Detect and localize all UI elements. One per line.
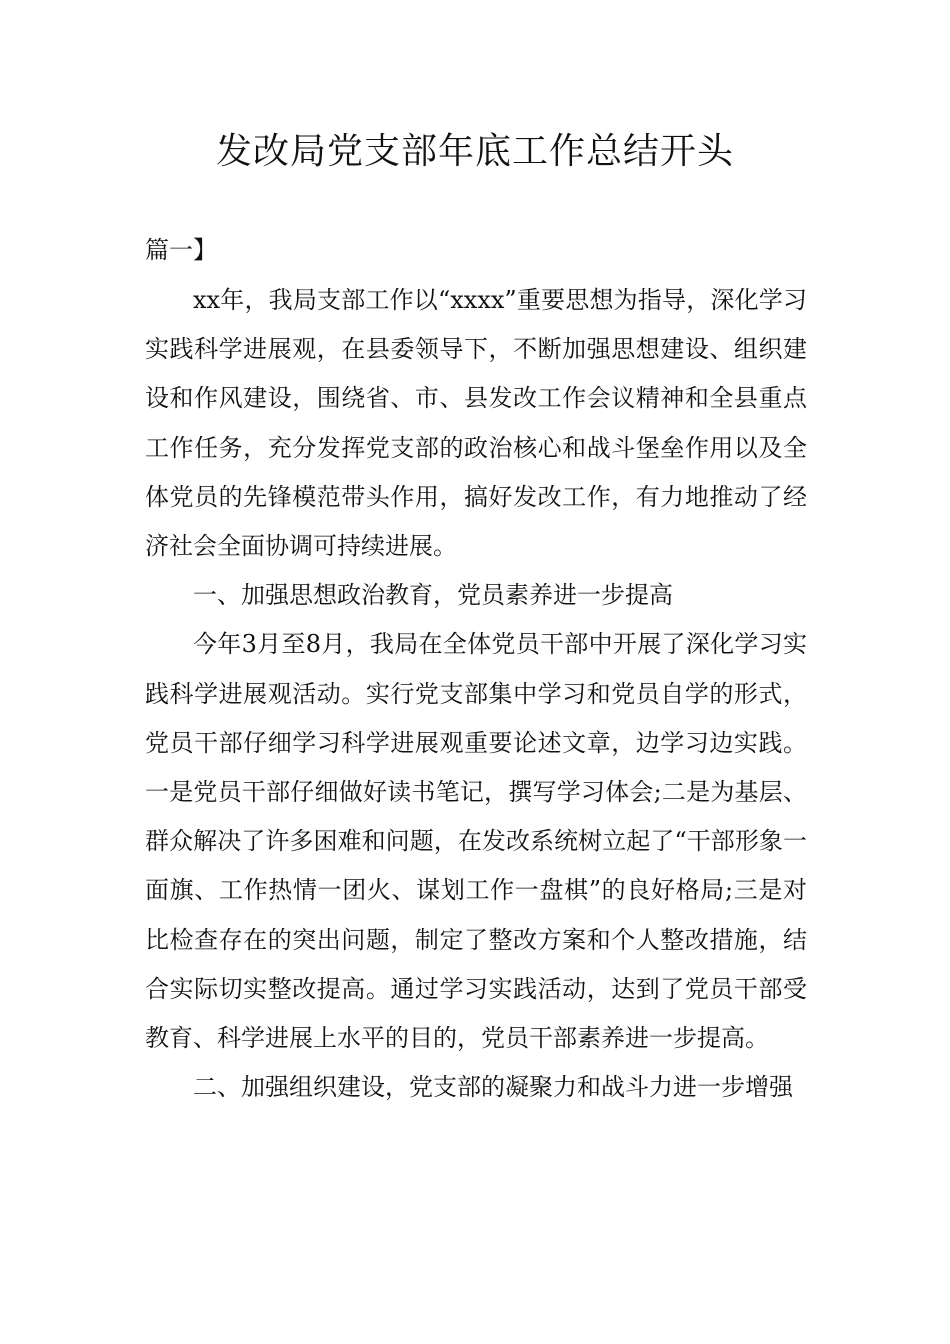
heading-section-one: 一、加强思想政治教育，党员素养进一步提高 [193, 581, 673, 610]
paragraph-intro: xx年，我局支部工作以“xxxx”重要思想为指导，深化学习实践科学进展观，在县委领导下，不断加强思想建设、组织建设和作风建设，围绕省、市、县发改工作会议精神和全县重点工作任务，充分发挥党支部的政治核心和战斗堡垒作用以及全体党员的先锋模范带头作用，搞好发改工作，有力地推动了经济社会全面协调可持续进展。 [145, 286, 807, 561]
heading-section-two: 二、加强组织建设，党支部的凝聚力和战斗力进一步增强 [193, 1073, 793, 1102]
section-label: 篇一】 [145, 236, 217, 264]
document-title: 发改局党支部年底工作总结开头 [215, 131, 734, 172]
paragraph-section-one: 今年3月至8月，我局在全体党员干部中开展了深化学习实践科学进展观活动。实行党支部集中学习和党员自学的形式，党员干部仔细学习科学进展观重要论述文章，边学习边实践。一是党员干部仔细做好读书笔记，撰写学习体会;二是为基层、群众解决了许多困难和问题，在发改系统树立起了“干部形象一面旗、工作热情一团火、谋划工作一盘棋”的良好格局;三是对比检查存在的突出问题，制定了整改方案和个人整改措施，结合实际切实整改提高。通过学习实践活动，达到了党员干部受教育、科学进展上水平的目的，党员干部素养进一步提高。 [145, 630, 807, 1053]
document-body [145, 276, 807, 1112]
